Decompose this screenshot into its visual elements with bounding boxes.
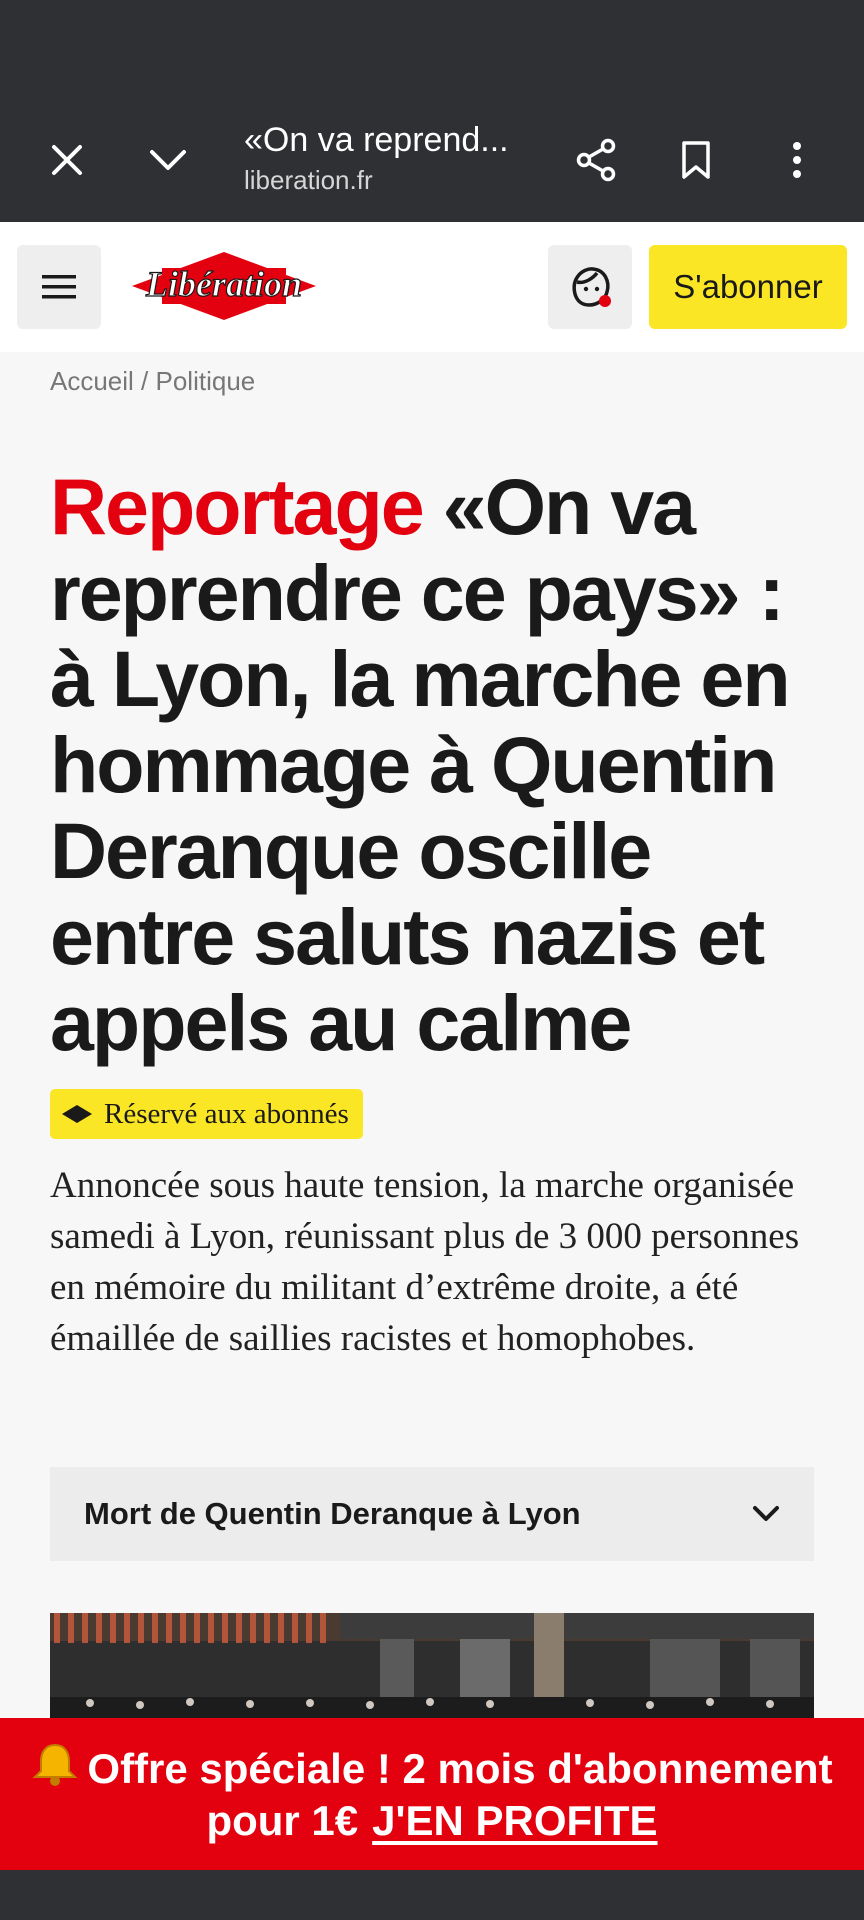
- page-domain: liberation.fr: [244, 165, 373, 195]
- dossier-label: Mort de Quentin Deranque à Lyon: [84, 1496, 581, 1531]
- share-button[interactable]: [561, 125, 631, 195]
- close-tab-button[interactable]: [32, 125, 102, 195]
- diamond-icon: [62, 1105, 92, 1123]
- account-icon: [567, 264, 613, 310]
- breadcrumb: [50, 366, 255, 397]
- promo-price: pour 1€: [206, 1797, 359, 1844]
- logo-text: Libération: [145, 264, 303, 304]
- bookmark-icon: [681, 140, 711, 180]
- hamburger-icon: [42, 274, 76, 300]
- bell-icon: [31, 1741, 79, 1787]
- url-info[interactable]: [244, 119, 544, 197]
- article-lede: Annoncée sous haute tension, la marche organisée samedi à Lyon, réunissant plus de 3 000 personnes en mémoire du militant d’extrême droite, a été émaillée de saillies racistes et homophobes.: [50, 1165, 800, 1359]
- badge-label: Réservé aux abonnés: [104, 1097, 349, 1130]
- page-tab-title: «On va reprend...: [244, 121, 509, 159]
- breadcrumb-separator: /: [133, 366, 156, 396]
- subscriber-only-badge: [50, 1089, 363, 1139]
- article-headline: [50, 464, 830, 1066]
- browser-toolbar: [0, 0, 864, 222]
- special-offer-banner[interactable]: [0, 1718, 864, 1870]
- share-icon: [575, 138, 617, 182]
- minimize-tab-button[interactable]: [133, 125, 203, 195]
- chevron-down-icon: [752, 1505, 780, 1523]
- article-kicker: Reportage: [50, 462, 423, 551]
- breadcrumb-home-link[interactable]: Accueil: [50, 366, 134, 396]
- custom-tab-bar: [0, 105, 864, 215]
- article-photo: [50, 1613, 814, 1720]
- chevron-down-icon: [148, 148, 188, 172]
- related-dossier-dropdown[interactable]: [50, 1467, 814, 1561]
- bookmark-button[interactable]: [661, 125, 731, 195]
- account-button[interactable]: [548, 245, 632, 329]
- subscribe-button[interactable]: S'abonner: [649, 245, 847, 329]
- site-header: [0, 222, 864, 352]
- close-icon: [50, 143, 84, 177]
- menu-button[interactable]: [17, 245, 101, 329]
- breadcrumb-section-link[interactable]: Politique: [155, 366, 256, 396]
- promo-cta-link[interactable]: J'EN PROFITE: [372, 1797, 658, 1844]
- promo-line-2: [206, 1795, 657, 1847]
- promo-line-1: [31, 1741, 832, 1795]
- system-navigation-bar: [0, 1870, 864, 1920]
- article-title: «On va reprendre ce pays» : à Lyon, la marche en hommage à Quentin Deranque oscille entre saluts nazis et appels au calme: [50, 462, 789, 1067]
- liberation-logo[interactable]: [132, 250, 316, 322]
- more-options-button[interactable]: [762, 125, 832, 195]
- more-vertical-icon: [791, 141, 803, 179]
- promo-headline: Offre spéciale ! 2 mois d'abonnement: [87, 1745, 833, 1792]
